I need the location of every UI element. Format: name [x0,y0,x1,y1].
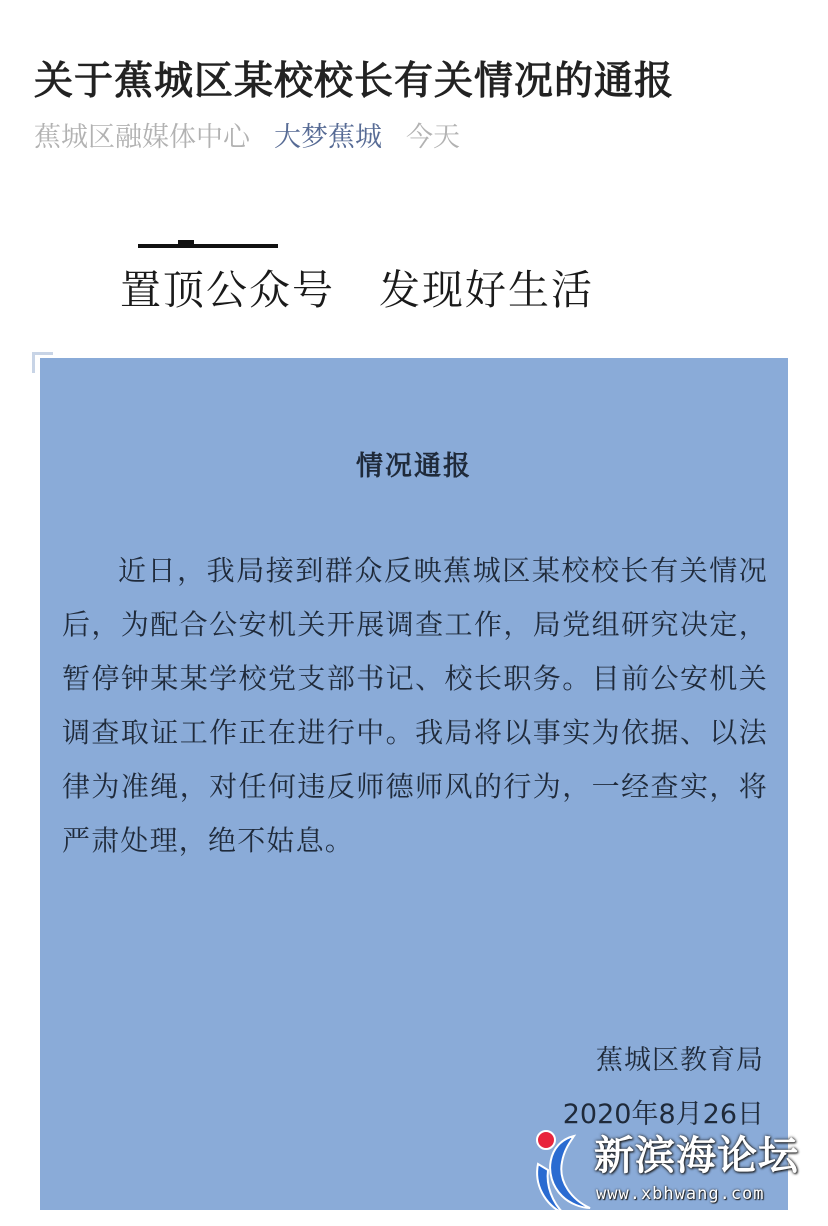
article-meta [34,114,460,154]
notice-heading: 情况通报 [356,451,472,482]
watermark-site-name: 新滨海论坛 [594,1133,799,1179]
site-logo-icon [528,1124,602,1220]
article-title: 关于蕉城区某校校长有关情况的通报 [34,59,675,105]
watermark-site-url: www.xbhwang.com [596,1184,765,1204]
banner-left-text: 置顶公众号 [120,266,335,314]
account-name-link[interactable]: 大梦蕉城 [274,121,382,153]
site-watermark [528,1124,820,1220]
notice-signer: 蕉城区教育局 [596,1045,764,1076]
banner-right-text: 发现好生活 [379,266,594,314]
pin-account-banner [120,262,594,318]
banner-decoration-line [138,244,278,248]
notice-date: 2020年8月26日 [562,1099,764,1130]
notice-image [40,358,788,1210]
notice-body-text: 近日，我局接到群众反映蕉城区某校校长有关情况后，为配合公安机关开展调查工作，局党组研究决定，暂停钟某某学校党支部书记、校长职务。目前公安机关调查取证工作正在进行中。我局将以事实为依据、以法律为准绳，对任何违反师德师风的行为，一经查实，将严肃处理，绝不姑息。 [62,554,768,857]
article-author: 蕉城区融媒体中心 [34,121,250,153]
publish-date: 今天 [406,121,460,153]
